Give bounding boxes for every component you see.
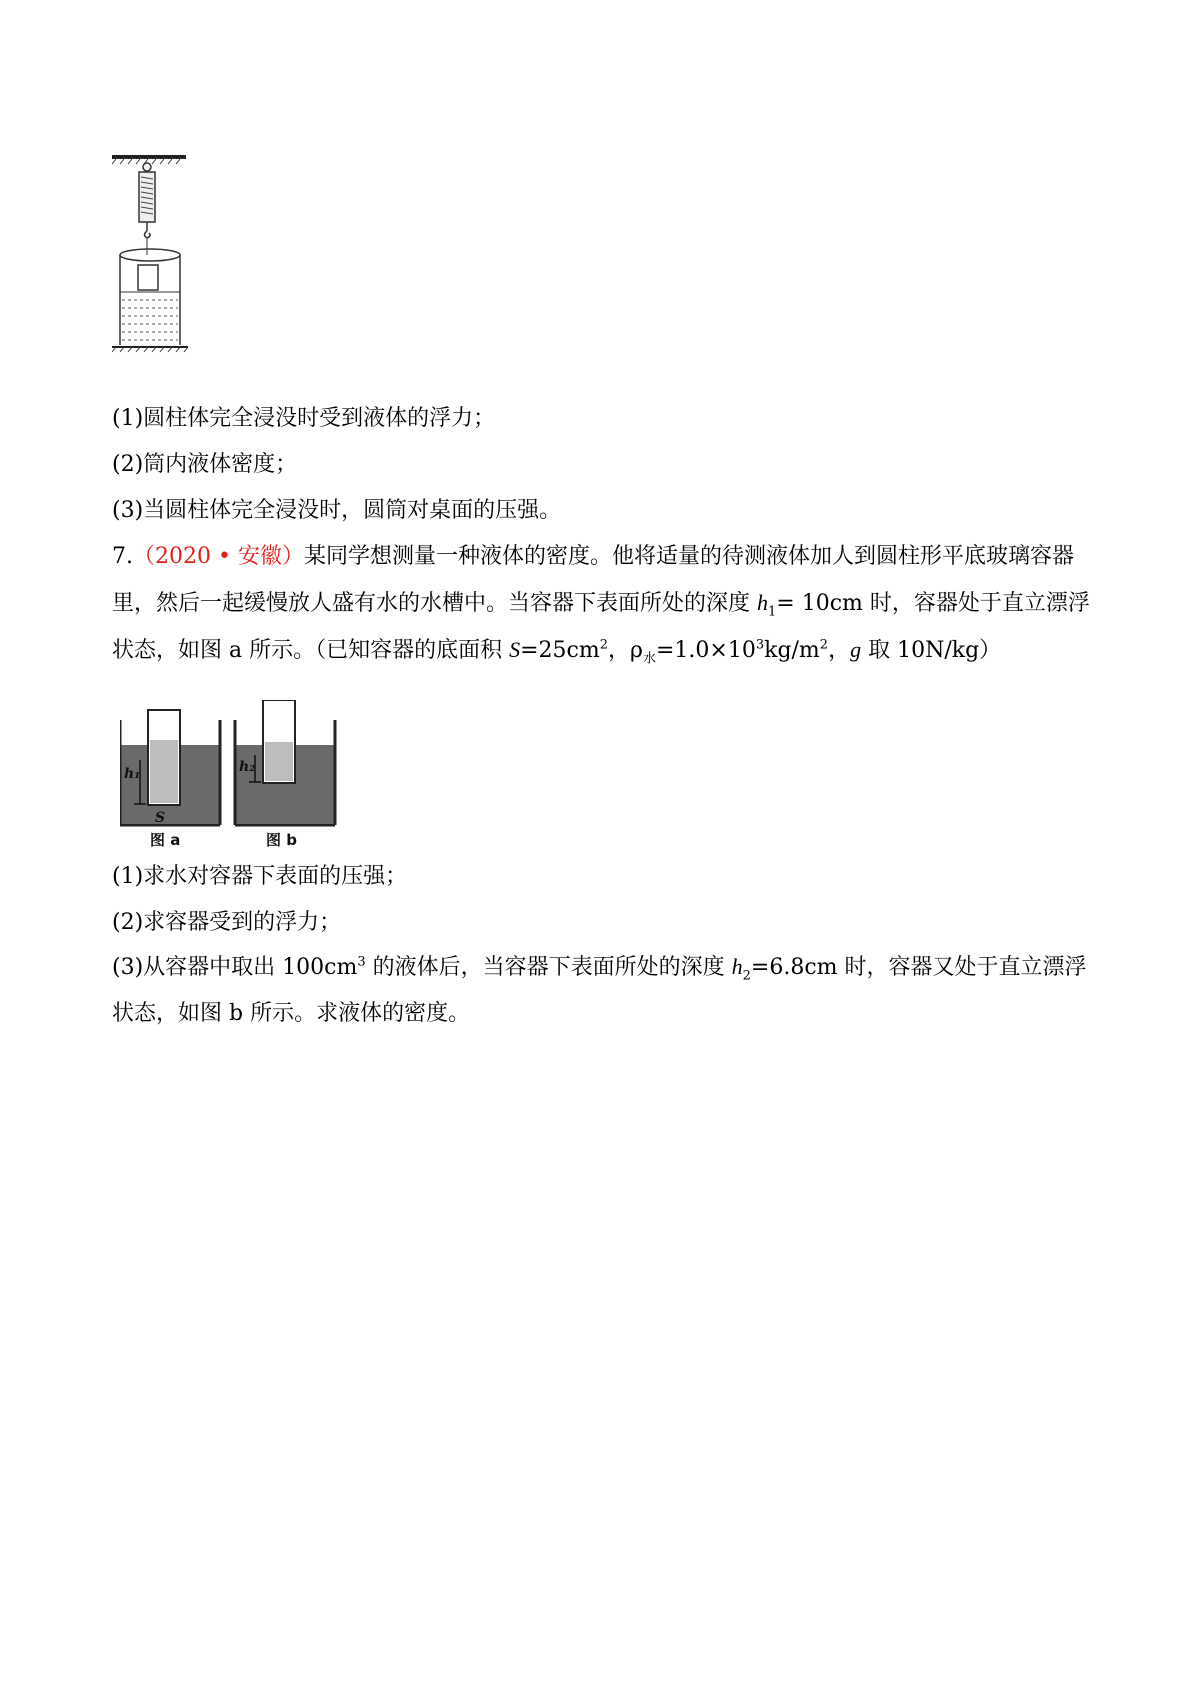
svg-text:h₁: h₁ xyxy=(124,766,141,782)
q7-part-1: (1)求水对容器下表面的压强； xyxy=(112,864,408,889)
q7-part3-sup: 3 xyxy=(357,954,366,970)
h1-subscript: 1 xyxy=(768,604,777,620)
sup-2: 2 xyxy=(599,637,609,653)
h2-subscript: 2 xyxy=(742,968,751,984)
h2-variable: h xyxy=(731,954,743,979)
q7-number: 7. xyxy=(112,544,133,569)
sup-2b: 2 xyxy=(819,637,829,653)
q7-part3-b: 的液体后，当容器下表面所处的深度 xyxy=(365,955,732,980)
q7-part3-a: (3)从容器中取出 100cm xyxy=(112,955,358,980)
figure-a-label: 图 a xyxy=(150,831,181,849)
q7-paragraph xyxy=(112,534,1092,674)
spring-scale-figure xyxy=(112,155,198,388)
q7-text-g: ， xyxy=(828,638,851,663)
q6-part-1: (1)圆柱体完全浸没时受到液体的浮力； xyxy=(112,406,496,431)
svg-text:S: S xyxy=(155,810,166,826)
S-variable: S xyxy=(509,637,521,662)
q7-text-f: kg/m xyxy=(764,638,820,663)
q7-text-d: ，ρ xyxy=(608,638,643,663)
figure-b xyxy=(235,700,335,849)
figure-a xyxy=(120,710,220,849)
q7-part-3 xyxy=(112,944,1092,1037)
h1-variable: h xyxy=(757,590,768,615)
rho-subscript: 水 xyxy=(642,651,656,667)
figure-b-label: 图 b xyxy=(266,831,297,849)
q7-source: （2020 • 安徽） xyxy=(133,544,304,569)
q7-text-a: 某同学想测量一种液体的密度。他将适量的待测液体加人到圆柱形平底玻璃容器里，然后一起缓慢放人盛有水的水槽中。当容器下表面所处的深度 xyxy=(112,544,1074,616)
q6-part-3: (3)当圆柱体完全浸没时，圆筒对桌面的压强。 xyxy=(112,498,562,523)
g-variable: g xyxy=(850,637,862,662)
q7-text-e: =1.0×10 xyxy=(655,638,756,663)
figure-a-b xyxy=(120,700,360,855)
q7-text-b: = 10cm 时，容器处于直立漂浮状态，如图 a 所示。（已知容器的底面积 xyxy=(112,591,1090,663)
q7-text-c: =25cm xyxy=(520,638,600,663)
q7-part3-c: =6.8cm 时，容器又处于直立漂浮状态，如图 b 所示。求液体的密度。 xyxy=(112,955,1087,1026)
q7-part-2: (2)求容器受到的浮力； xyxy=(112,910,342,935)
q6-part-2: (2)筒内液体密度； xyxy=(112,452,298,477)
sup-3: 3 xyxy=(755,637,765,653)
svg-text:h₂: h₂ xyxy=(239,759,256,775)
q7-text-h: 取 10N/kg） xyxy=(861,638,1002,663)
